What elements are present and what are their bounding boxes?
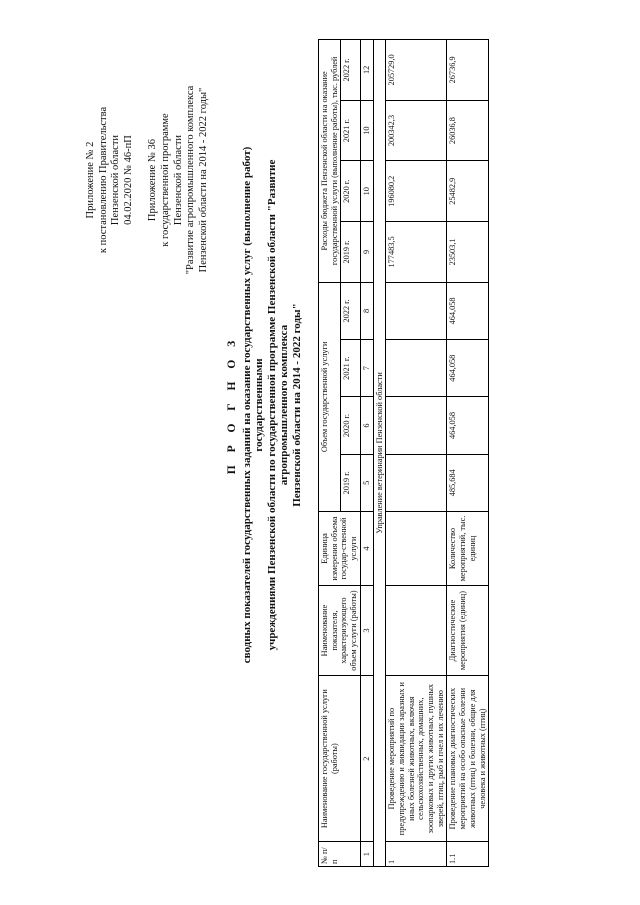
row-expense: 23503,1 (447, 222, 489, 283)
row-unit (386, 511, 447, 585)
header-year: 2022 г. (341, 40, 360, 101)
row-num: 1.1 (447, 842, 489, 867)
row-volume: 464,058 (447, 397, 489, 454)
appendix-line: Приложение № 2 (85, 141, 96, 219)
header-year: 2020 г. (341, 161, 360, 222)
appendix-line: к государственной программе (159, 113, 171, 247)
header-service-name: Наименование государственной услуги (работы) (319, 675, 361, 841)
appendix-line: 04.02.2020 № 46-пП (122, 135, 134, 225)
table-row (447, 40, 489, 867)
row-volume (386, 397, 447, 454)
row-expense: 200342,3 (386, 100, 447, 161)
header-num: № п/п (319, 842, 361, 867)
col-number: 4 (360, 511, 373, 585)
appendix-line: Пензенской области (110, 134, 122, 226)
row-volume: 485,684 (447, 454, 489, 511)
row-indicator (386, 586, 447, 676)
row-volume (386, 454, 447, 511)
forecast-table (318, 39, 489, 867)
row-volume (386, 340, 447, 397)
header-expense-group: Расходы бюджета Пензенской области на оказание государственной услуги (выполнение работы), тыс. рублей (319, 40, 341, 283)
header-row (319, 40, 341, 867)
col-number: 6 (360, 397, 373, 454)
col-number: 10 (360, 100, 373, 161)
agency-name: Управление ветеринарии Пензенской области (373, 40, 386, 867)
header-year: 2019 г. (341, 222, 360, 283)
appendix-line: к постановлению Правительства (97, 106, 109, 254)
row-volume: 464,058 (447, 282, 489, 339)
col-number: 7 (360, 340, 373, 397)
row-service-name: Проведение плановых диагностических мероприятий на особо опасные болезни животных (птиц) и болезни, общие для человека и животных (птиц) (447, 675, 489, 841)
row-expense: 25482,9 (447, 161, 489, 222)
col-number: 8 (360, 282, 373, 339)
col-number: 3 (360, 586, 373, 676)
header-indicator: Наименование показателя, характеризующего объем услуги (работы) (319, 586, 361, 676)
appendix-block (85, 55, 210, 305)
row-expense: 26036,8 (447, 100, 489, 161)
row-unit: Количество мероприятий, тыс. единиц (447, 511, 489, 585)
header-unit: Единица измерения объема государ-ственной услуги (319, 511, 361, 585)
row-expense: 196080,2 (386, 161, 447, 222)
title-line: Пензенской области на 2014 - 2022 годы" (290, 303, 303, 507)
col-number: 5 (360, 454, 373, 511)
row-volume (386, 282, 447, 339)
row-expense: 26736,9 (447, 40, 489, 101)
col-number: 10 (360, 161, 373, 222)
row-expense: 205729,0 (386, 40, 447, 101)
appendix-line: "Развитие агропромышленного комплекса (185, 85, 197, 275)
header-year: 2022 г. (341, 282, 360, 339)
row-indicator: Диагностические мероприятия (единиц) (447, 586, 489, 676)
header-year: 2020 г. (341, 397, 360, 454)
document-title (226, 125, 304, 685)
header-year: 2021 г. (341, 100, 360, 161)
appendix-line: Приложение № 36 (147, 138, 159, 222)
col-number: 9 (360, 222, 373, 283)
row-num: 1 (386, 842, 447, 867)
col-number: 2 (360, 675, 373, 841)
appendix-line: Пензенской области (172, 134, 184, 226)
appendix-line: Пензенской области на 2014 - 2022 годы" (197, 87, 209, 273)
title-line: учреждениями Пензенской области по государственной программе Пензенской области "Развитие агропромышленного комплекса (265, 159, 291, 651)
row-expense: 177483,5 (386, 222, 447, 283)
col-number: 12 (360, 40, 373, 101)
header-year: 2019 г. (341, 454, 360, 511)
column-numbers-row (360, 40, 373, 867)
col-number: 1 (360, 842, 373, 867)
title-line: сводных показателей государственных заданий на оказание государственных услуг (выполнение работ) государственными (240, 146, 266, 664)
table-row (386, 40, 447, 867)
header-year: 2021 г. (341, 340, 360, 397)
row-service-name: Проведение мероприятий по предупреждению и ликвидации заразных и иных болезней животных, включая сельскохозяйственных, домашних, зоопарковых и других животных, пушных зверей, птиц, рыб и пчел и их лечению (386, 675, 447, 841)
agency-row (373, 40, 386, 867)
header-volume-group: Объем государственной услуги (319, 282, 341, 511)
title-heading: П Р О Г Н О З (226, 335, 238, 475)
row-volume: 464,058 (447, 340, 489, 397)
